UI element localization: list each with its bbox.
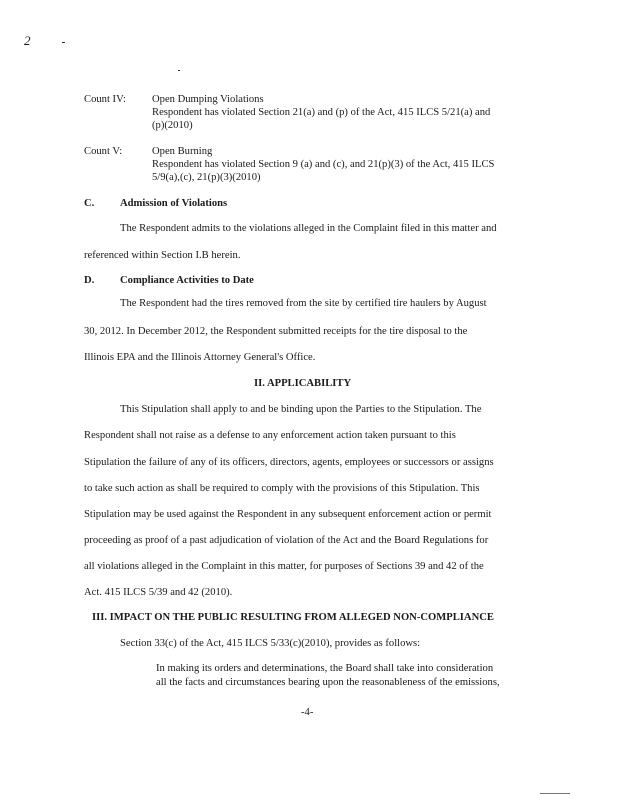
section-c-heading: Admission of Violations [120, 198, 228, 209]
section-d-line: 30, 2012. In December 2012, the Respondent submitted receipts for the tire disposal to the [84, 326, 468, 337]
count-iv-title: Open Dumping Violations [152, 94, 264, 105]
section-c-letter: C. [84, 198, 95, 209]
section-d-letter: D. [84, 275, 95, 286]
section-iii-intro: Section 33(c) of the Act, 415 ILCS 5/33(c)(2010), provides as follows: [120, 638, 421, 649]
count-iv-line: Respondent has violated Section 21(a) and (p) of the Act, 415 ILCS 5/21(a) and [152, 107, 491, 118]
section-ii-line: Stipulation may be used against the Respondent in any subsequent enforcement action or permit [84, 509, 492, 520]
section-ii-line: This Stipulation shall apply to and be binding upon the Parties to the Stipulation. The [120, 404, 482, 415]
section-iii-quote-line: In making its orders and determinations, the Board shall take into consideration [156, 663, 494, 674]
section-ii-line: proceeding as proof of a past adjudication of violation of the Act and the Board Regulations for [84, 535, 489, 546]
section-c-line: The Respondent admits to the violations alleged in the Complaint filed in this matter and [120, 223, 497, 234]
section-ii-line: to take such action as shall be required to comply with the provisions of this Stipulation. This [84, 483, 480, 494]
scan-speck [62, 42, 65, 43]
count-iv-label: Count IV: [84, 94, 126, 105]
page-number: -4- [301, 707, 314, 718]
section-iii-heading: III. IMPACT ON THE PUBLIC RESULTING FROM ALLEGED NON-COMPLIANCE [92, 612, 494, 623]
header-mark: 2 [24, 33, 31, 48]
count-v-line: Respondent has violated Section 9 (a) and (c), and 21(p)(3) of the Act, 415 ILCS [152, 159, 495, 170]
section-iii-quote-line: all the facts and circumstances bearing upon the reasonableness of the emissions, [156, 677, 500, 688]
section-d-line: Illinois EPA and the Illinois Attorney General's Office. [84, 352, 316, 363]
section-c-line: referenced within Section I.B herein. [84, 250, 241, 261]
section-ii-line: Act. 415 ILCS 5/39 and 42 (2010). [84, 587, 233, 598]
section-d-heading: Compliance Activities to Date [120, 275, 254, 286]
section-ii-line: Respondent shall not raise as a defense to any enforcement action taken pursuant to this [84, 430, 456, 441]
count-v-label: Count V: [84, 146, 123, 157]
scan-speck [178, 70, 180, 71]
count-v-line: 5/9(a),(c), 21(p)(3)(2010) [152, 172, 261, 183]
count-iv-line: (p)(2010) [152, 120, 193, 131]
section-ii-line: all violations alleged in the Complaint in this matter, for purposes of Sections 39 and 42 of the [84, 561, 484, 572]
scan-speck [540, 793, 570, 794]
section-ii-heading: II. APPLICABILITY [254, 378, 352, 389]
count-v-title: Open Burning [152, 146, 213, 157]
section-ii-line: Stipulation the failure of any of its officers, directors, agents, employees or successors or assigns [84, 457, 494, 468]
section-d-line: The Respondent had the tires removed from the site by certified tire haulers by August [120, 298, 487, 309]
